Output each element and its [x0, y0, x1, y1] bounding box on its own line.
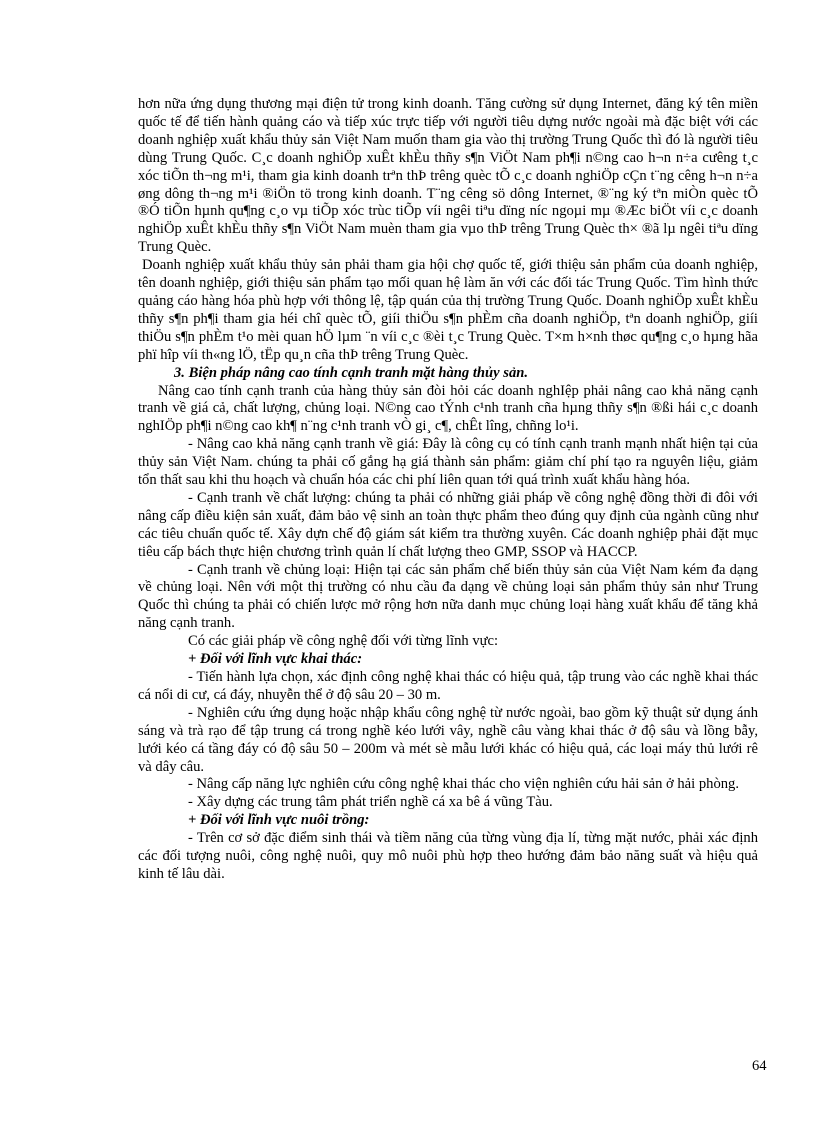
paragraph-fishing-4: - Xây dựng các trung tâm phát triển nghề cá xa bê á vũng Tàu. [188, 794, 553, 811]
document-body [138, 96, 758, 884]
page-number: 64 [752, 1058, 767, 1074]
paragraph-tech-intro: Có các giải pháp về công nghệ đối với từng lĩnh vực: [188, 633, 499, 650]
paragraph-competitiveness: Nâng cao tính cạnh tranh của hàng thủy sản đòi hỏi các doanh nghIệp phải nâng cao khả năng cạnh tranh về giá cả, chất lượng, chủng loại. N©ng cao tÝnh c¹nh tranh cña hµng thñy s¶n ®ßi hái c¸c doanh nghIÖp ph¶i n©ng cao kh¶ n¨ng c¹nh tranh vÒ gi¸ c¶, chÊt lîng, chñng lo¹i. [138, 382, 758, 435]
paragraph-price: - Nâng cao khả năng cạnh tranh về giá: Đây là công cụ có tính cạnh tranh mạnh nhất hiện tại của thủy sản Việt Nam. chúng ta phải cố gắng hạ giá thành sản phẩm: giảm chí phí tạo ra nguyên liệu, giảm tổn thất sau khi thu hoạch và chuẩn hóa các chi phí liên quan tới quá trình xuất khẩu hàng hóa. [138, 436, 758, 489]
paragraph-aquaculture-1: - Trên cơ sở đặc điểm sinh thái và tiềm năng của từng vùng địa lí, từng mặt nước, phải xác định các đối tượng nuôi, công nghệ nuôi, quy mô nuôi phù hợp theo hướng đảm bảo năng suất và hiệu quả kinh tế lâu dài. [138, 830, 758, 882]
paragraph-trade-fair: Doanh nghiệp xuất khẩu thủy sản phải tham gia hội chợ quốc tế, giới thiệu sản phẩm của doanh nghiệp, tên doanh nghiệp, giới thiệu sản phẩm tạo mối quan hệ làm ăn với các đối tác Trung Quốc. Tìm hình thức quảng cáo hàng hóa phù hợp với thông lệ, tập quán của thị trường Trung Quốc. Doanh nghiÖp xuÊt khÈu thñy s¶n ph¶i tham gia héi chî quèc tÕ, giíi thiÖu s¶n phÈm cña doanh nghiÖp, tªn doanh nghiÖp, giíi thiÖu s¶n phÈm t¹o mèi quan hÖ lµm ¨n víi c¸c ®èi t¸c Trung Quèc. T×m h×nh thøc qu¶ng c¸o hµng hãa phï hîp víi th«ng lÖ, tËp qu¸n cña thÞ trêng Trung Quèc. [138, 257, 758, 363]
paragraph-fishing-1: - Tiến hành lựa chọn, xác định công nghệ khai thác có hiệu quả, tập trung vào các nghề khai thác cá nổi di cư, cá đáy, nhuyễn thể ở độ sâu 20 – 30 m. [138, 669, 758, 703]
paragraph-intro-continued: hơn nữa ứng dụng thương mại điện tử trong kinh doanh. Tăng cường sử dụng Internet, đăng ký tên miền quốc tế để tiến hành quảng cáo và tiếp xúc trực tiếp với người tiêu dựng nước ngoài mà đặc biệt với các doanh nghiệp xuất khẩu thủy sản Việt Nam muốn tham gia vào thị trường Trung Quốc thì đó là người tiêu dùng Trung Quốc. C¸c doanh nghiÖp xuÊt khÈu thñy s¶n ViÖt Nam ph¶i n©ng cao h¬n n÷a cưêng t¸c xóc tiÕn th¬ng m¹i, tham gia kinh doanh trªn thÞ trêng quèc tÕ c¸c doanh nghiÖp cÇn t¨ng cêng h¬n n÷a øng dông th¬ng m¹i ®iÖn tö trong kinh doanh. T¨ng cêng sö dông Internet, ®¨ng ký tªn miÒn quèc tÕ ®Ó tiÕn hµnh qu¶ng c¸o vµ tiÕp xóc trùc tiÕp víi ngêi tiªu dïng níc ngoµi mµ ®Æc biÖt víi c¸c doanh nghiÖp xuÊt khÈu thñy s¶n ViÖt Nam muèn tham gia vµo thÞ trêng Trung Quèc th× ®ã lµ ngêi tiªu dïng Trung Quèc. [138, 96, 758, 256]
paragraph-fishing-3: - Nâng cấp năng lực nghiên cứu công nghệ khai thác cho viện nghiên cứu hải sản ở hải phòng. [188, 776, 739, 793]
subheading-aquaculture: + Đối với lĩnh vực nuôi trồng: [188, 812, 370, 829]
paragraph-variety: - Cạnh tranh về chủng loại: Hiện tại các sản phẩm chế biến thủy sản của Việt Nam kém đa dạng về chủng loại. Nên với một thị trường có nhu cầu đa dạng về chủng loại sản phẩm thủy sản như Trung Quốc thì chúng ta phải có chiến lược mở rộng hơn nữa danh mục chủng loại hàng xuất khẩu để tăng khả năng cạnh tranh. [138, 561, 758, 632]
paragraph-quality: - Cạnh tranh về chất lượng: chúng ta phải có những giải pháp về công nghệ đồng thời đi đôi với nâng cấp điều kiện sản xuất, đảm bảo vệ sinh an toàn thực phẩm theo đúng quy định của ngành cũng như các tiêu chuẩn quốc tế. Xây dựn chế độ giám sát kiểm tra thường xuyên. Các doanh nghiệp phải đặt mục tiêu cấp bách thực hiện chương trình quản lí chất lượng theo GMP, SSOP và HACCP. [138, 489, 758, 560]
subheading-fishing: + Đối với lĩnh vực khai thác: [188, 651, 363, 668]
paragraph-fishing-2: - Nghiên cứu ứng dụng hoặc nhập khẩu công nghệ từ nước ngoài, bao gồm kỹ thuật sử dụng ánh sáng và trà rạo để tập trung cá trong nghề kéo lưới vây, nghề câu vàng khai thác ở độ sâu và lồng bẫy, lưới kéo cá tầng đáy có độ sâu 50 – 200m và mét sè mẫu lưới khác có hiệu quả, các loại máy thủ lưới rê và dây câu. [138, 704, 758, 775]
section-heading: 3. Biện pháp nâng cao tính cạnh tranh mặt hàng thủy sản. [174, 364, 529, 381]
